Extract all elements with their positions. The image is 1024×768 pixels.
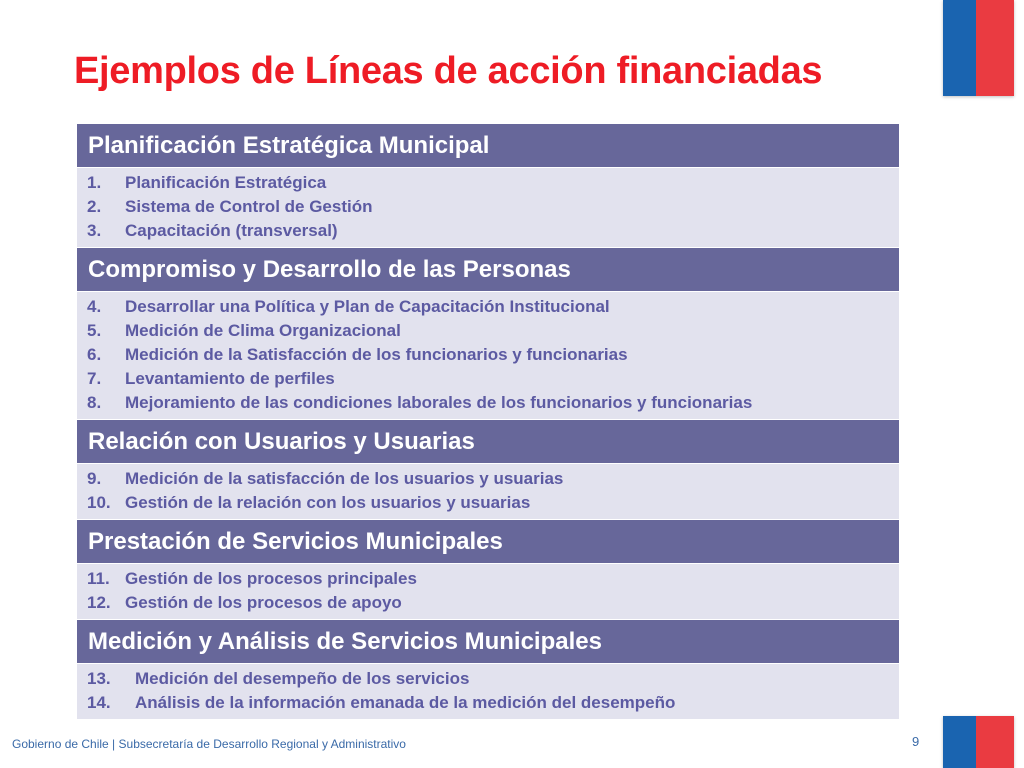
section-header-usuarios: Relación con Usuarios y Usuarias — [77, 420, 899, 464]
flag-blue-stripe — [943, 716, 976, 768]
item-text: Mejoramiento de las condiciones laborales de los funcionarios y funcionarias — [125, 393, 753, 412]
list-item — [87, 319, 899, 343]
list-item — [87, 467, 899, 491]
flag-red-stripe — [976, 0, 1014, 96]
flag-blue-stripe — [943, 0, 976, 96]
item-number: 12. — [87, 593, 111, 612]
item-text: Gestión de los procesos principales — [125, 569, 417, 588]
section-header-medicion: Medición y Análisis de Servicios Municipales — [77, 620, 899, 664]
section-body-usuarios — [77, 464, 899, 520]
section-header-planificacion: Planificación Estratégica Municipal — [77, 124, 899, 168]
list-item — [87, 567, 899, 591]
list-item — [87, 391, 899, 415]
item-number: 1. — [87, 173, 102, 192]
list-item — [87, 491, 899, 515]
item-number: 6. — [87, 345, 102, 364]
item-number: 7. — [87, 369, 102, 388]
footer-text: Gobierno de Chile | Subsecretaría de Desarrollo Regional y Administrativo — [12, 737, 406, 751]
section-body-medicion — [77, 664, 899, 720]
list-item — [87, 667, 899, 691]
slide-title: Ejemplos de Líneas de acción financiadas — [74, 50, 823, 92]
item-text: Sistema de Control de Gestión — [125, 197, 373, 216]
item-number: 9. — [87, 469, 102, 488]
list-item — [87, 195, 899, 219]
chile-flag-stripe-bottom — [943, 716, 1014, 768]
list-item — [87, 367, 899, 391]
item-text: Capacitación (transversal) — [125, 221, 338, 240]
item-text: Análisis de la información emanada de la medición del desempeño — [135, 693, 676, 712]
list-item — [87, 591, 899, 615]
item-number: 2. — [87, 197, 102, 216]
section-header-servicios: Prestación de Servicios Municipales — [77, 520, 899, 564]
item-text: Medición del desempeño de los servicios — [135, 669, 470, 688]
item-number: 14. — [87, 693, 111, 712]
list-item — [87, 219, 899, 243]
list-item — [87, 691, 899, 715]
item-number: 4. — [87, 297, 102, 316]
item-text: Desarrollar una Política y Plan de Capacitación Institucional — [125, 297, 610, 316]
section-header-personas: Compromiso y Desarrollo de las Personas — [77, 248, 899, 292]
item-number: 8. — [87, 393, 102, 412]
section-body-planificacion — [77, 168, 899, 248]
flag-red-stripe — [976, 716, 1014, 768]
list-item — [87, 295, 899, 319]
item-number: 5. — [87, 321, 102, 340]
item-number: 11. — [87, 569, 110, 588]
list-item — [87, 343, 899, 367]
item-number: 13. — [87, 669, 111, 688]
section-body-servicios — [77, 564, 899, 620]
item-text: Medición de Clima Organizacional — [125, 321, 401, 340]
item-text: Medición de la Satisfacción de los funcionarios y funcionarias — [125, 345, 628, 364]
page-number: 9 — [912, 734, 920, 749]
action-lines-table — [77, 124, 899, 720]
item-text: Levantamiento de perfiles — [125, 369, 335, 388]
item-number: 3. — [87, 221, 102, 240]
section-body-personas — [77, 292, 899, 420]
item-text: Gestión de la relación con los usuarios y usuarias — [125, 493, 531, 512]
item-text: Medición de la satisfacción de los usuarios y usuarias — [125, 469, 564, 488]
chile-flag-stripe-top — [943, 0, 1014, 96]
item-text: Planificación Estratégica — [125, 173, 327, 192]
item-text: Gestión de los procesos de apoyo — [125, 593, 402, 612]
list-item — [87, 171, 899, 195]
item-number: 10. — [87, 493, 111, 512]
